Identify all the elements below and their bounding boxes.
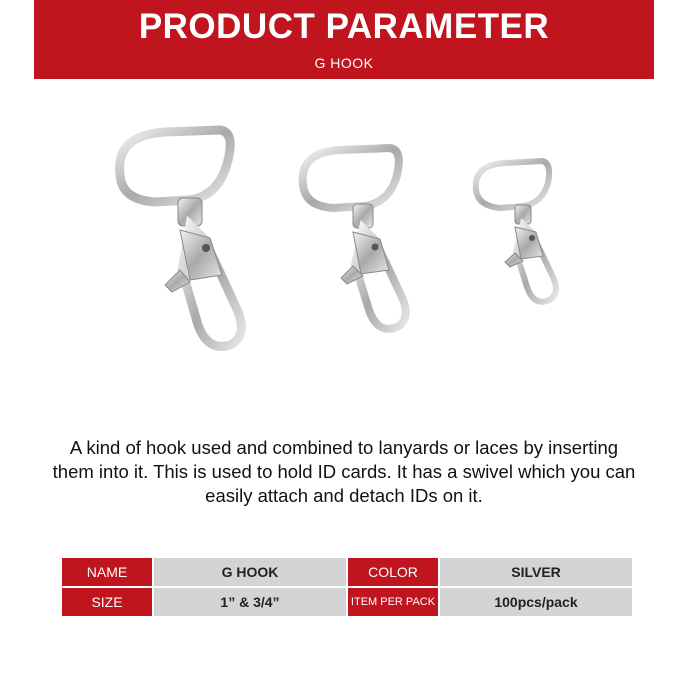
pack-label: ITEM PER PACK	[348, 588, 438, 616]
medium-hook-image	[303, 148, 406, 329]
name-label: NAME	[62, 558, 152, 586]
header-banner	[34, 0, 654, 79]
pack-value: 100pcs/pack	[440, 588, 632, 616]
color-value: SILVER	[440, 558, 632, 586]
hook-product-image	[90, 105, 610, 355]
product-description: A kind of hook used and combined to lanyards or laces by inserting them into it. This is used to hold ID cards. It has a swivel which you can easily attach and detach IDs on it.	[52, 437, 636, 506]
table-row	[62, 588, 632, 616]
size-label: SIZE	[62, 588, 152, 616]
table-row	[62, 558, 632, 586]
color-label: COLOR	[348, 558, 438, 586]
page-title: PRODUCT PARAMETER	[138, 7, 550, 46]
large-hook-image	[120, 130, 242, 346]
page-subtitle: G HOOK	[314, 55, 374, 71]
size-value: 1” & 3/4”	[154, 588, 346, 616]
parameter-table	[60, 556, 634, 618]
small-hook-image	[476, 161, 556, 302]
name-value: G HOOK	[154, 558, 346, 586]
